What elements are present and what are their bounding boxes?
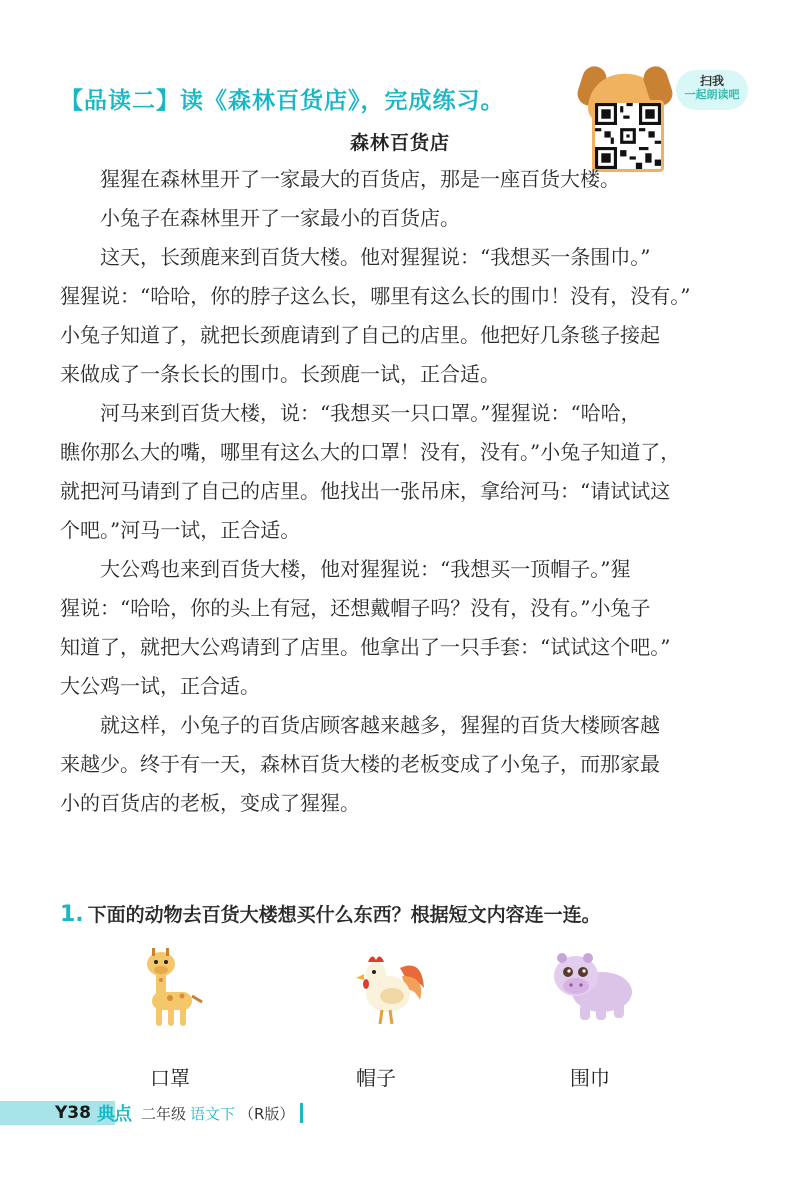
page-footer xyxy=(55,1100,303,1126)
story-line: 大公鸡也来到百货大楼，他对猩猩说：“我想买一顶帽子。”猩 xyxy=(100,557,631,581)
story-line: 大公鸡一试，正合适。 xyxy=(60,674,260,698)
story-line: 个吧。”河马一试，正合适。 xyxy=(60,518,301,542)
brand-char-2: 点 xyxy=(113,1104,131,1125)
subject-label: 语文下 xyxy=(189,1104,235,1123)
story-line: 小兔子知道了，就把长颈鹿请到了自己的店里。他把好几条毯子接起 xyxy=(60,323,660,347)
edition-label: （R版） xyxy=(239,1104,295,1123)
story-line: 就把河马请到了自己的店里。他找出一张吊床，拿给河马：“请试试这 xyxy=(60,479,671,503)
story-line: 猩猩在森林里开了一家最大的百货店，那是一座百货大楼。 xyxy=(100,167,620,191)
footer-divider xyxy=(300,1103,303,1123)
brand-logo xyxy=(97,1100,131,1126)
story-line: 小的百货店的老板，变成了猩猩。 xyxy=(60,791,360,815)
story-line: 来做成了一条长长的围巾。长颈鹿一试，正合适。 xyxy=(60,362,500,386)
giraffe-icon[interactable] xyxy=(140,948,210,1032)
read-together-text: 一起朗读吧 xyxy=(684,87,740,101)
story-line: 知道了，就把大公鸡请到了店里。他拿出了一只手套：“试试这个吧。” xyxy=(60,635,671,659)
story-line: 猩猩说：“哈哈，你的脖子这么长，哪里有这么长的围巾！没有，没有。” xyxy=(60,284,691,308)
question-1 xyxy=(60,900,601,927)
page-number: Y38 xyxy=(55,1103,91,1123)
story-text xyxy=(60,160,750,823)
option-scarf[interactable]: 围巾 xyxy=(570,1066,610,1090)
section-heading: 【品读二】读《森林百货店》，完成练习。 xyxy=(60,88,505,114)
story-line: 这天，长颈鹿来到百货大楼。他对猩猩说：“我想买一条围巾。” xyxy=(100,245,651,269)
scan-me-bubble xyxy=(676,70,748,110)
brand-char-1: 典 xyxy=(96,1104,114,1125)
question-number: 1. xyxy=(60,902,84,927)
qr-read-aloud[interactable] xyxy=(580,62,750,172)
story-line: 来越少。终于有一天，森林百货大楼的老板变成了小兔子，而那家最 xyxy=(60,752,660,776)
story-line: 就这样，小兔子的百货店顾客越来越多，猩猩的百货大楼顾客越 xyxy=(100,713,660,737)
hippo-icon[interactable] xyxy=(550,948,640,1027)
rooster-icon[interactable] xyxy=(350,948,430,1032)
scan-me-text: 扫我 xyxy=(699,74,724,88)
grade-label: 二年级 xyxy=(140,1104,186,1123)
option-mask[interactable]: 口罩 xyxy=(150,1066,190,1090)
story-line: 河马来到百货大楼，说：“我想买一只口罩。”猩猩说：“哈哈， xyxy=(100,401,641,425)
story-title: 森林百货店 xyxy=(349,132,450,154)
option-hat[interactable]: 帽子 xyxy=(356,1066,396,1090)
question-text: 下面的动物去百货大楼想买什么东西？根据短文内容连一连。 xyxy=(87,904,601,926)
story-line: 小兔子在森林里开了一家最小的百货店。 xyxy=(100,206,460,230)
story-line: 猩说：“哈哈，你的头上有冠，还想戴帽子吗？没有，没有。”小兔子 xyxy=(60,596,651,620)
story-line: 瞧你那么大的嘴，哪里有这么大的口罩！没有，没有。”小兔子知道了， xyxy=(60,440,681,464)
